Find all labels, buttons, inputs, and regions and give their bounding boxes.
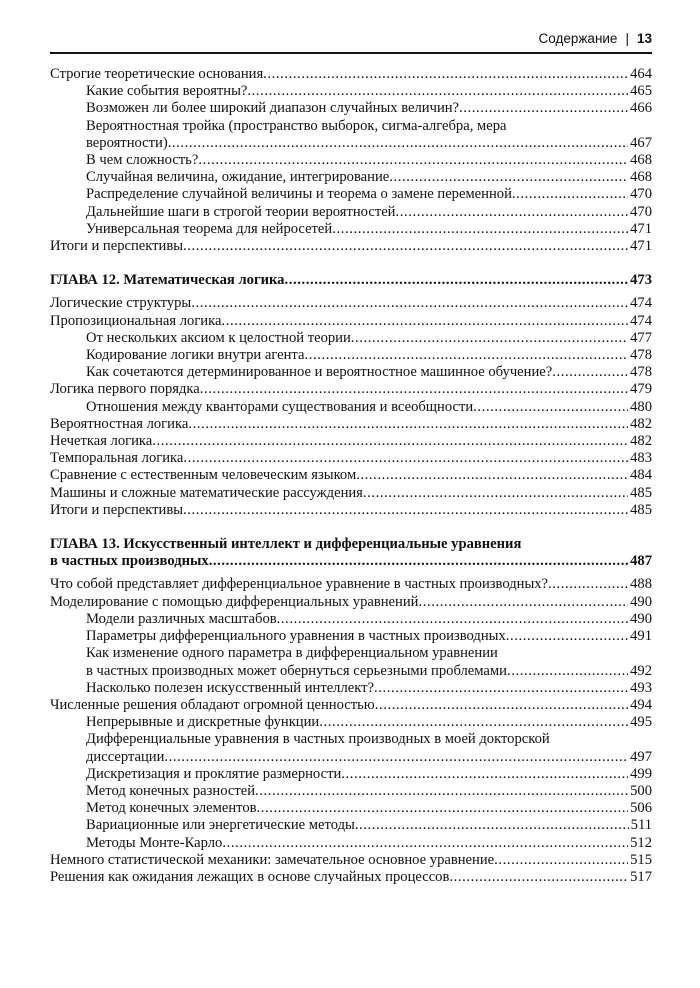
toc-entry-title-continued: в частных производных	[50, 553, 209, 570]
dot-leader	[507, 663, 628, 680]
toc-entry	[50, 295, 652, 312]
dot-leader	[552, 364, 628, 381]
toc-subentry	[50, 169, 652, 186]
toc-entry-title: Кодирование логики внутри агента	[86, 347, 305, 364]
toc-entry	[50, 313, 652, 330]
toc-entry-title: Как сочетаются детерминированное и вероятностное машинное обучение?	[86, 364, 553, 381]
toc-entry-title: Нечеткая логика	[50, 433, 153, 450]
toc-entry-title: Строгие теоретические основания	[50, 66, 264, 82]
dot-leader	[277, 611, 628, 628]
header-separator: |	[625, 31, 629, 46]
toc-entry-page: 515	[630, 851, 652, 868]
toc-entry-page: 483	[630, 450, 652, 467]
toc-entry-title: Темпоральная логика	[50, 450, 184, 467]
dot-leader	[332, 221, 628, 238]
toc-entry-page: 474	[630, 312, 652, 329]
toc-entry	[50, 381, 652, 398]
toc-entry	[50, 450, 652, 467]
toc-entry-title: Сравнение с естественным человеческим языком	[50, 467, 357, 484]
section-gap	[50, 255, 652, 272]
dot-leader	[183, 238, 628, 255]
toc-entry-title: Вероятностная логика	[50, 415, 189, 432]
toc-entry-title: Итоги и перспективы	[50, 238, 184, 255]
toc-entry-title: От нескольких аксиом к целостной теории	[86, 329, 351, 346]
running-header-text	[539, 31, 652, 46]
chapter-heading	[50, 272, 652, 289]
toc-subentry	[50, 399, 652, 416]
toc-entry-title: Метод конечных разностей	[86, 782, 256, 799]
dot-leader	[506, 628, 628, 645]
dot-leader	[512, 186, 628, 203]
dot-leader	[356, 467, 628, 484]
toc-entry-page: 471	[630, 238, 652, 255]
toc-subentry	[50, 186, 652, 203]
toc-entry-page: 512	[630, 834, 652, 851]
toc-entry-page: 495	[630, 714, 652, 731]
dot-leader	[183, 502, 628, 519]
dot-leader	[198, 152, 628, 169]
toc-entry	[50, 238, 652, 255]
dot-leader	[255, 783, 628, 800]
toc-entry-title: Вероятностная тройка (пространство выборок, сигма-алгебра, мера	[86, 117, 507, 134]
dot-leader	[459, 100, 628, 117]
toc-entry-page: 487	[630, 553, 652, 570]
toc-entry-page: 478	[630, 364, 652, 381]
toc-entry-page: 484	[630, 467, 652, 484]
toc-entry-title: Отношения между кванторами существования и всеобщности	[86, 398, 474, 415]
toc-entry-title: ГЛАВА 12. Математическая логика	[50, 272, 285, 289]
toc-entry-title: Вариационные или энергетические методы	[86, 817, 355, 834]
toc-entry-page: 500	[630, 782, 652, 799]
dot-leader	[319, 714, 628, 731]
toc-entry	[50, 485, 652, 502]
dot-leader	[257, 800, 629, 817]
toc-entry	[50, 502, 652, 519]
toc-subentry	[50, 83, 652, 100]
toc-entry-page: 479	[630, 381, 652, 398]
dot-leader	[284, 272, 628, 289]
toc-subentry	[50, 783, 652, 800]
toc-entry-page: 494	[630, 696, 652, 713]
toc-entry-title: Итоги и перспективы	[50, 501, 184, 518]
dot-leader	[449, 869, 628, 886]
section-gap	[50, 519, 652, 536]
toc-entry-page: 482	[630, 415, 652, 432]
toc-entry-page: 490	[630, 610, 652, 627]
toc-entry-title: Логические структуры	[50, 295, 192, 312]
toc-entry-title: Насколько полезен искусственный интеллект?	[86, 679, 374, 696]
toc-entry-title: Непрерывные и дискретные функции	[86, 714, 320, 731]
dot-leader	[351, 330, 628, 347]
toc-entry-page: 506	[630, 800, 652, 817]
toc-entry-title: Какие события вероятны?	[86, 83, 248, 100]
toc-subentry	[50, 330, 652, 347]
toc-entry	[50, 66, 652, 83]
toc-entry-page: 485	[630, 501, 652, 518]
toc-subentry	[50, 680, 652, 697]
toc-entry-title: Модели различных масштабов	[86, 610, 277, 627]
toc-entry	[50, 697, 652, 714]
toc-entry-page: 493	[630, 679, 652, 696]
toc-entry-page: 464	[630, 66, 652, 82]
dot-leader	[247, 83, 628, 100]
dot-leader	[191, 295, 628, 312]
toc-subentry-first-line	[50, 731, 652, 748]
toc-subentry	[50, 100, 652, 117]
toc-entry-title: В чем сложность?	[86, 152, 199, 169]
toc-subentry	[50, 611, 652, 628]
toc-entry-title: Логика первого порядка	[50, 381, 200, 398]
toc-entry-page: 477	[630, 329, 652, 346]
toc-subentry	[50, 766, 652, 783]
dot-leader	[164, 749, 628, 766]
toc-entry-page: 497	[630, 748, 652, 765]
toc-subentry	[50, 835, 652, 852]
toc-entry-title: Параметры дифференциального уравнения в частных производных	[86, 628, 506, 645]
dot-leader	[200, 381, 628, 398]
toc-entry	[50, 852, 652, 869]
chapter-heading-first-line	[50, 536, 652, 553]
toc-entry-title: Дискретизация и проклятие размерности	[86, 765, 342, 782]
toc-entry-page: 488	[630, 576, 652, 593]
toc-entry-page: 490	[630, 593, 652, 610]
page-number: 13	[636, 31, 652, 46]
toc-entry-title: Возможен ли более широкий диапазон случайных величин?	[86, 100, 460, 117]
toc-entry-title: Методы Монте-Карло	[86, 834, 223, 851]
dot-leader	[341, 766, 628, 783]
dot-leader	[374, 680, 628, 697]
toc-entry-page: 473	[630, 272, 652, 289]
toc-entry-title: Универсальная теорема для нейросетей	[86, 220, 333, 237]
toc-subentry	[50, 628, 652, 645]
toc-entry-page: 474	[630, 295, 652, 312]
dot-leader	[389, 169, 628, 186]
toc-entry	[50, 869, 652, 886]
toc-entry-title-continued: в частных производных может обернуться серьезными проблемами	[86, 662, 507, 679]
toc-entry	[50, 416, 652, 433]
toc-entry-title-continued: вероятности)	[86, 134, 168, 151]
dot-leader	[263, 66, 628, 83]
toc-entry	[50, 467, 652, 484]
toc-entry-page: 517	[630, 868, 652, 885]
toc-subentry	[50, 347, 652, 364]
toc-entry	[50, 576, 652, 593]
dot-leader	[152, 433, 628, 450]
toc-entry-title: Дифференциальные уравнения в частных производных в моей докторской	[86, 731, 550, 748]
toc-entry-page: 491	[630, 628, 652, 645]
toc-subentry	[50, 152, 652, 169]
toc-entry-page: 480	[630, 398, 652, 415]
toc-subentry	[50, 800, 652, 817]
dot-leader	[183, 450, 628, 467]
toc-entry-page: 468	[630, 152, 652, 169]
toc-entry-title: Случайная величина, ожидание, интегрирование	[86, 169, 390, 186]
toc-entry-title: Моделирование с помощью дифференциальных уравнений	[50, 593, 419, 610]
toc-entry-title: Как изменение одного параметра в дифференциальном уравнении	[86, 645, 498, 662]
table-of-contents	[50, 66, 652, 886]
toc-entry-page: 485	[630, 484, 652, 501]
toc-entry-title: Распределение случайной величины и теорема о замене переменной	[86, 186, 512, 203]
toc-subentry	[50, 135, 652, 152]
dot-leader	[375, 697, 628, 714]
toc-entry-page: 492	[630, 662, 652, 679]
toc-subentry	[50, 749, 652, 766]
toc-subentry	[50, 221, 652, 238]
dot-leader	[418, 594, 628, 611]
toc-entry	[50, 594, 652, 611]
toc-subentry	[50, 204, 652, 221]
dot-leader	[209, 553, 628, 570]
dot-leader	[221, 313, 628, 330]
toc-entry-page: 465	[630, 83, 652, 100]
toc-entry-title: Пропозициональная логика	[50, 312, 222, 329]
toc-entry-page: 466	[630, 100, 652, 117]
dot-leader	[355, 817, 629, 834]
toc-entry-title: Метод конечных элементов	[86, 800, 257, 817]
toc-entry-title: ГЛАВА 13. Искусственный интеллект и дифференциальные уравнения	[50, 536, 522, 553]
dot-leader	[188, 416, 628, 433]
toc-entry-title: Дальнейшие шаги в строгой теории вероятностей	[86, 203, 396, 220]
toc-entry-page: 499	[630, 765, 652, 782]
toc-entry-page: 467	[630, 134, 652, 151]
dot-leader	[304, 347, 628, 364]
dot-leader	[396, 204, 629, 221]
toc-entry-page: 471	[630, 220, 652, 237]
toc-subentry-first-line	[50, 118, 652, 135]
dot-leader	[168, 135, 628, 152]
toc-entry-title: Решения как ожидания лежащих в основе случайных процессов	[50, 868, 450, 885]
chapter-heading	[50, 553, 652, 570]
toc-entry-page: 470	[630, 203, 652, 220]
toc-entry-title: Машины и сложные математические рассуждения	[50, 484, 363, 501]
toc-subentry	[50, 364, 652, 381]
toc-subentry-first-line	[50, 645, 652, 662]
toc-entry	[50, 433, 652, 450]
dot-leader	[494, 852, 628, 869]
toc-entry-page: 468	[630, 169, 652, 186]
toc-subentry	[50, 663, 652, 680]
dot-leader	[548, 576, 628, 593]
toc-entry-title: Численные решения обладают огромной ценностью	[50, 696, 375, 713]
running-header	[50, 30, 652, 54]
toc-entry-title: Немного статистической механики: замечательное основное уравнение	[50, 851, 495, 868]
toc-subentry	[50, 714, 652, 731]
toc-entry-page: 478	[630, 347, 652, 364]
toc-entry-title: Что собой представляет дифференциальное уравнение в частных производных?	[50, 576, 549, 593]
running-header-title: Содержание	[538, 31, 618, 46]
dot-leader	[222, 835, 628, 852]
toc-entry-page: 482	[630, 433, 652, 450]
toc-entry-title-continued: диссертации	[86, 748, 165, 765]
toc-entry-page: 470	[630, 186, 652, 203]
dot-leader	[473, 399, 628, 416]
toc-entry-page: 511	[630, 817, 652, 834]
toc-subentry	[50, 817, 652, 834]
dot-leader	[363, 485, 628, 502]
